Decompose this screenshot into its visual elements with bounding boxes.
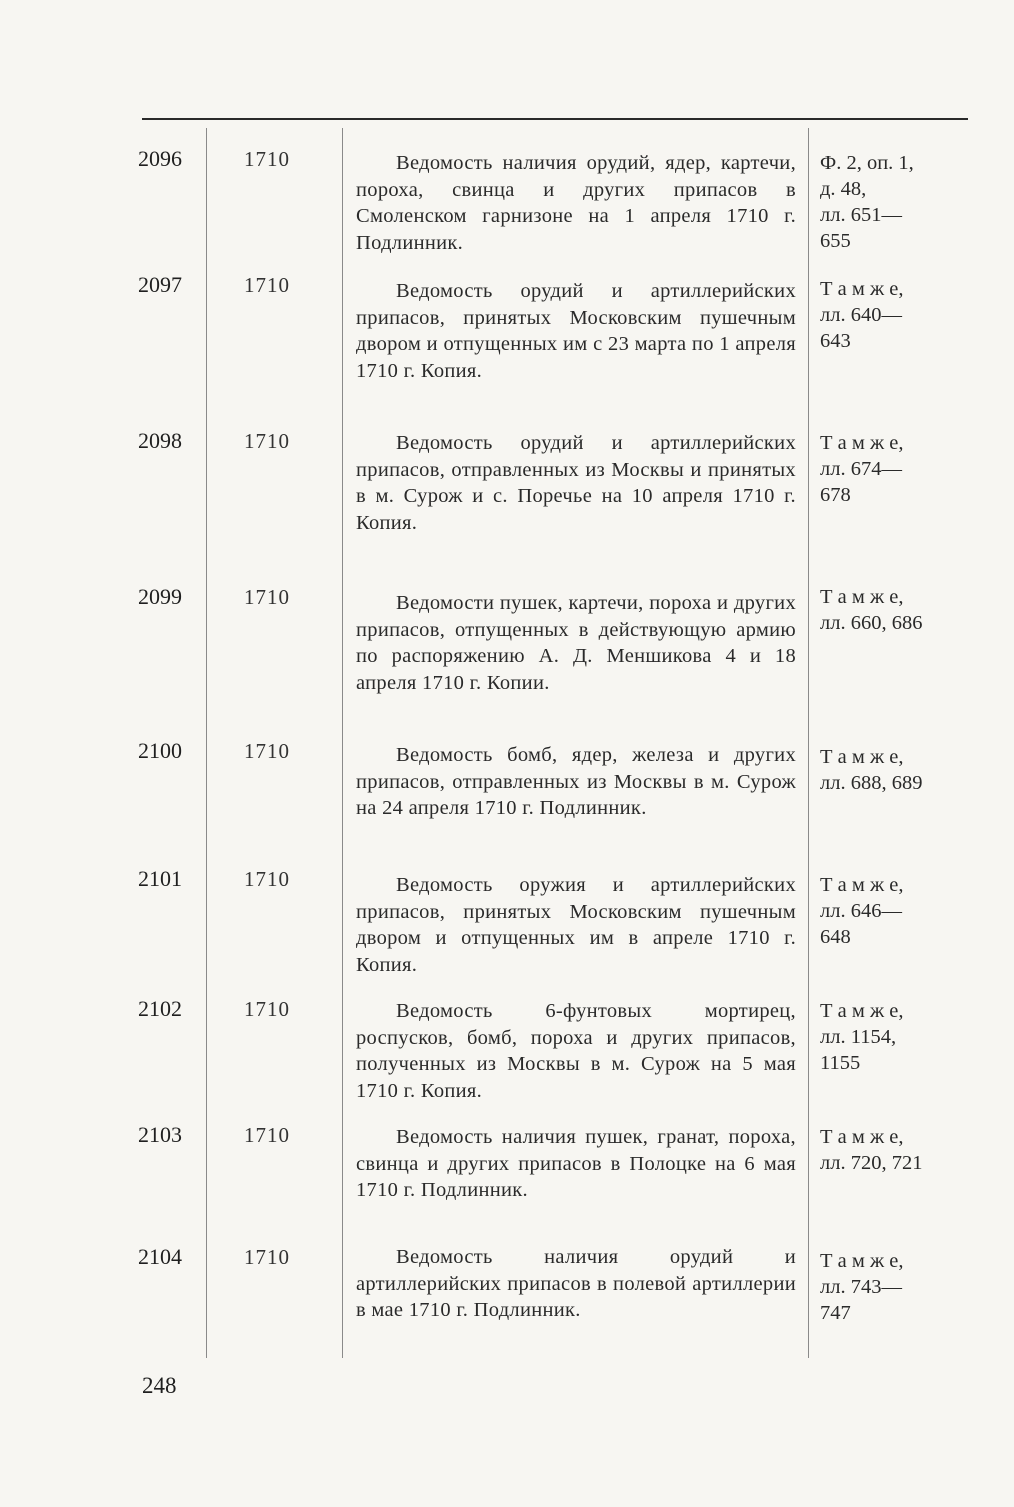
entry-description: Ведомости пушек, картечи, пороха и других припасов, отпущенных в действующую армию по распоряжению А. Д. Меншикова 4 и 18 апреля 1710 г. Копии. [356, 592, 796, 694]
entry-year: 1710 [244, 867, 290, 891]
entry-year: 1710 [244, 429, 290, 453]
entry-source: Т а м ж е, лл. 674— 678 [820, 432, 904, 506]
page-number: 248 [142, 1373, 177, 1398]
entry-source: Т а м ж е, лл. 640— 643 [820, 278, 904, 352]
entry-year: 1710 [244, 1123, 290, 1147]
entry-source: Т а м ж е, лл. 1154, 1155 [820, 1000, 904, 1074]
column-divider-description [808, 128, 809, 1358]
entry-description: Ведомость орудий и артиллерийских припасов, принятых Московским пушечным двором и отпущенных им с 23 марта по 1 апреля 1710 г. Копия. [356, 280, 796, 382]
entry-number: 2098 [138, 428, 182, 453]
entry-year: 1710 [244, 147, 290, 171]
entry-source: Т а м ж е, лл. 646— 648 [820, 874, 904, 948]
column-divider-year [342, 128, 343, 1358]
entry-year: 1710 [244, 739, 290, 763]
entry-source: Т а м ж е, лл. 660, 686 [820, 586, 923, 634]
entry-description: Ведомость наличия орудий и артиллерийских припасов в полевой артиллерии в мае 1710 г. Подлинник. [356, 1246, 796, 1321]
top-rule [142, 118, 968, 120]
entry-year: 1710 [244, 273, 290, 297]
entry-number: 2096 [138, 146, 182, 171]
entry-description: Ведомость наличия орудий, ядер, картечи, пороха, свинца и других припасов в Смоленском гарнизоне на 1 апреля 1710 г. Подлинник. [356, 152, 796, 254]
entry-description: Ведомость оружия и артиллерийских припасов, принятых Московским пушечным двором и отпущенных им в апреле 1710 г. Копия. [356, 874, 796, 976]
entry-year: 1710 [244, 585, 290, 609]
entry-number: 2104 [138, 1244, 182, 1269]
entry-number: 2097 [138, 272, 182, 297]
entry-number: 2099 [138, 584, 182, 609]
entry-description: Ведомость бомб, ядер, железа и других припасов, отправленных из Москвы в м. Сурож на 24 апреля 1710 г. Подлинник. [356, 744, 796, 819]
entry-source: Ф. 2, оп. 1, д. 48, лл. 651— 655 [820, 152, 914, 252]
entry-number: 2101 [138, 866, 182, 891]
entry-year: 1710 [244, 997, 290, 1021]
entry-number: 2100 [138, 738, 182, 763]
entry-source: Т а м ж е, лл. 743— 747 [820, 1250, 904, 1324]
entry-description: Ведомость наличия пушек, гранат, пороха, свинца и других припасов в Полоцке на 6 мая 1710 г. Подлинник. [356, 1126, 796, 1201]
entry-description: Ведомость орудий и артиллерийских припасов, отправленных из Москвы и принятых в м. Сурож и с. Поречье на 10 апреля 1710 г. Копия. [356, 432, 796, 534]
entry-description: Ведомость 6-фунтовых мортирец, роспусков, бомб, пороха и других припасов, полученных из Москвы в м. Сурож на 5 мая 1710 г. Копия. [356, 1000, 796, 1102]
entry-number: 2102 [138, 996, 182, 1021]
entry-source: Т а м ж е, лл. 720, 721 [820, 1126, 923, 1174]
entry-source: Т а м ж е, лл. 688, 689 [820, 746, 923, 794]
entry-number: 2103 [138, 1122, 182, 1147]
entry-year: 1710 [244, 1245, 290, 1269]
